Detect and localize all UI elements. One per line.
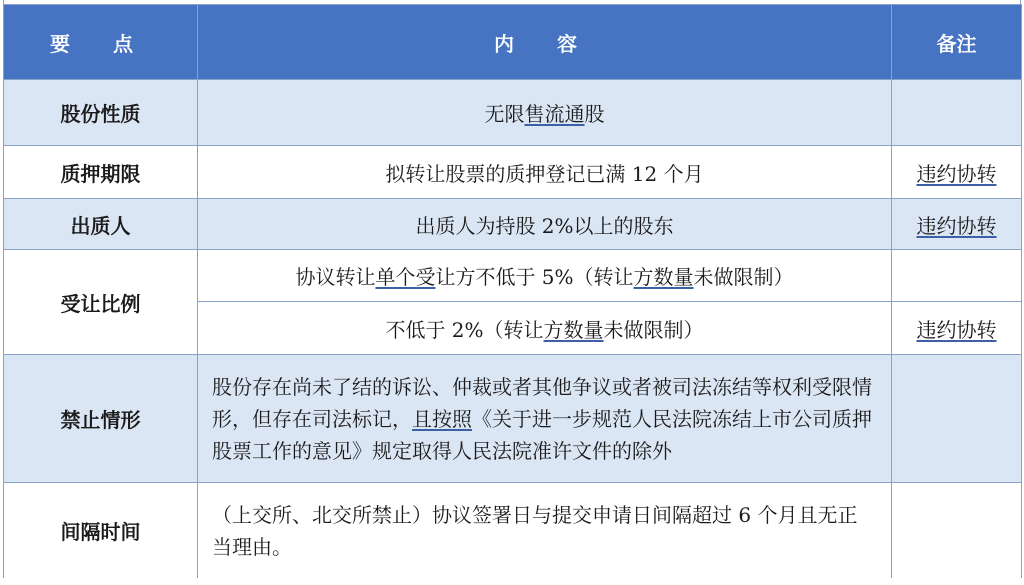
row-note[interactable] (892, 302, 1022, 355)
table-row (4, 80, 1022, 146)
row-content: （上交所、北交所禁止）协议签署日与提交申请日间隔超过 6 个月且无正当理由。 (198, 483, 892, 579)
table-row (4, 483, 1022, 579)
row-key: 出质人 (4, 199, 198, 250)
note-link[interactable]: 违约协转 (916, 161, 997, 186)
row-content: 拟转让股票的质押登记已满 12 个月 (198, 146, 892, 199)
row-content: 股份存在尚未了结的诉讼、仲裁或者其他争议或者被司法冻结等权利受限情形，但存在司法标记，且按照《关于进一步规范人民法院冻结上市公司质押股票工作的意见》规定取得人民法院准许文件的除外 (198, 355, 892, 483)
header-content: 内 容 (198, 5, 892, 80)
row-note (892, 80, 1022, 146)
note-link[interactable]: 违约协转 (916, 317, 997, 342)
header-note: 备注 (892, 5, 1022, 80)
row-note[interactable] (892, 146, 1022, 199)
row-content: 协议转让单个受让方不低于 5%（转让方数量未做限制） (198, 250, 892, 302)
table-header-row (4, 5, 1022, 80)
row-key: 股份性质 (4, 80, 198, 146)
row-note[interactable] (892, 199, 1022, 250)
row-key: 间隔时间 (4, 483, 198, 579)
rules-table (3, 4, 1022, 579)
table-row (4, 199, 1022, 250)
table-row (4, 250, 1022, 302)
row-key: 质押期限 (4, 146, 198, 199)
row-note (892, 250, 1022, 302)
row-content: 出质人为持股 2%以上的股东 (198, 199, 892, 250)
row-content: 不低于 2%（转让方数量未做限制） (198, 302, 892, 355)
table-row (4, 146, 1022, 199)
header-key: 要 点 (4, 5, 198, 80)
table-row (4, 355, 1022, 483)
row-key: 禁止情形 (4, 355, 198, 483)
row-note (892, 355, 1022, 483)
note-link[interactable]: 违约协转 (916, 213, 997, 238)
row-key: 受让比例 (4, 250, 198, 355)
row-content: 无限售流通股 (198, 80, 892, 146)
row-note (892, 483, 1022, 579)
page-bottom-strip (0, 578, 1024, 585)
